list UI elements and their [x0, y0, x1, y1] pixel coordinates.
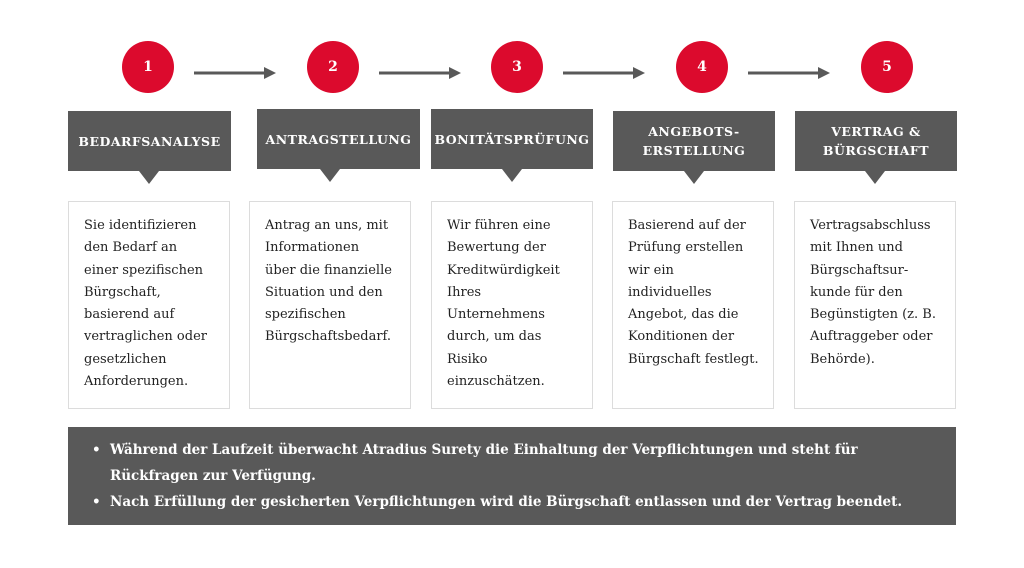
arrow-right-icon	[194, 66, 276, 80]
step-1-number: 1	[122, 41, 174, 93]
pointer-down-icon	[865, 171, 885, 184]
notes-panel	[68, 427, 956, 525]
step-4-title: ANGEBOTS- ERSTELLUNG	[613, 111, 775, 171]
pointer-down-icon	[684, 171, 704, 184]
step-5-number: 5	[861, 41, 913, 93]
pointer-down-icon	[139, 171, 159, 184]
step-2-number: 2	[307, 41, 359, 93]
arrow-right-icon	[563, 66, 645, 80]
note-release: • Nach Erfüllung der gesicherten Verpflichtungen wird die Bürgschaft entlassen und der Vertrag beendet.	[92, 489, 936, 515]
step-2-title: ANTRAGSTELLUNG	[257, 109, 420, 169]
step-3-title: BONITÄTSPRÜFUNG	[431, 109, 593, 169]
note-monitoring: • Während der Laufzeit überwacht Atradius Surety die Einhaltung der Verpflichtungen und steht für Rückfragen zur Verfügung.	[92, 437, 936, 489]
step-5-description: Vertragsabschluss mit Ihnen und Bürgschaftsur- kunde für den Begünstigten (z. B. Auftraggeber oder Behörde).	[794, 201, 956, 409]
pointer-down-icon	[320, 169, 340, 182]
arrow-right-icon	[379, 66, 461, 80]
pointer-down-icon	[502, 169, 522, 182]
step-1-title: BEDARFSANALYSE	[68, 111, 231, 171]
step-5-title: VERTRAG & BÜRGSCHAFT	[795, 111, 957, 171]
step-2-description: Antrag an uns, mit Informationen über die finanzielle Situation und den spezifischen Bürgschaftsbedarf.	[249, 201, 411, 409]
step-3-description: Wir führen eine Bewertung der Kreditwürdigkeit Ihres Unternehmens durch, um das Risiko einzuschätzen.	[431, 201, 593, 409]
step-3-number: 3	[491, 41, 543, 93]
step-4-number: 4	[676, 41, 728, 93]
step-4-description: Basierend auf der Prüfung erstellen wir ein individuelles Angebot, das die Konditionen der Bürgschaft festlegt.	[612, 201, 774, 409]
arrow-right-icon	[748, 66, 830, 80]
step-1-description: Sie identifizieren den Bedarf an einer spezifischen Bürgschaft, basierend auf vertraglichen oder gesetzlichen Anforderungen.	[68, 201, 230, 409]
